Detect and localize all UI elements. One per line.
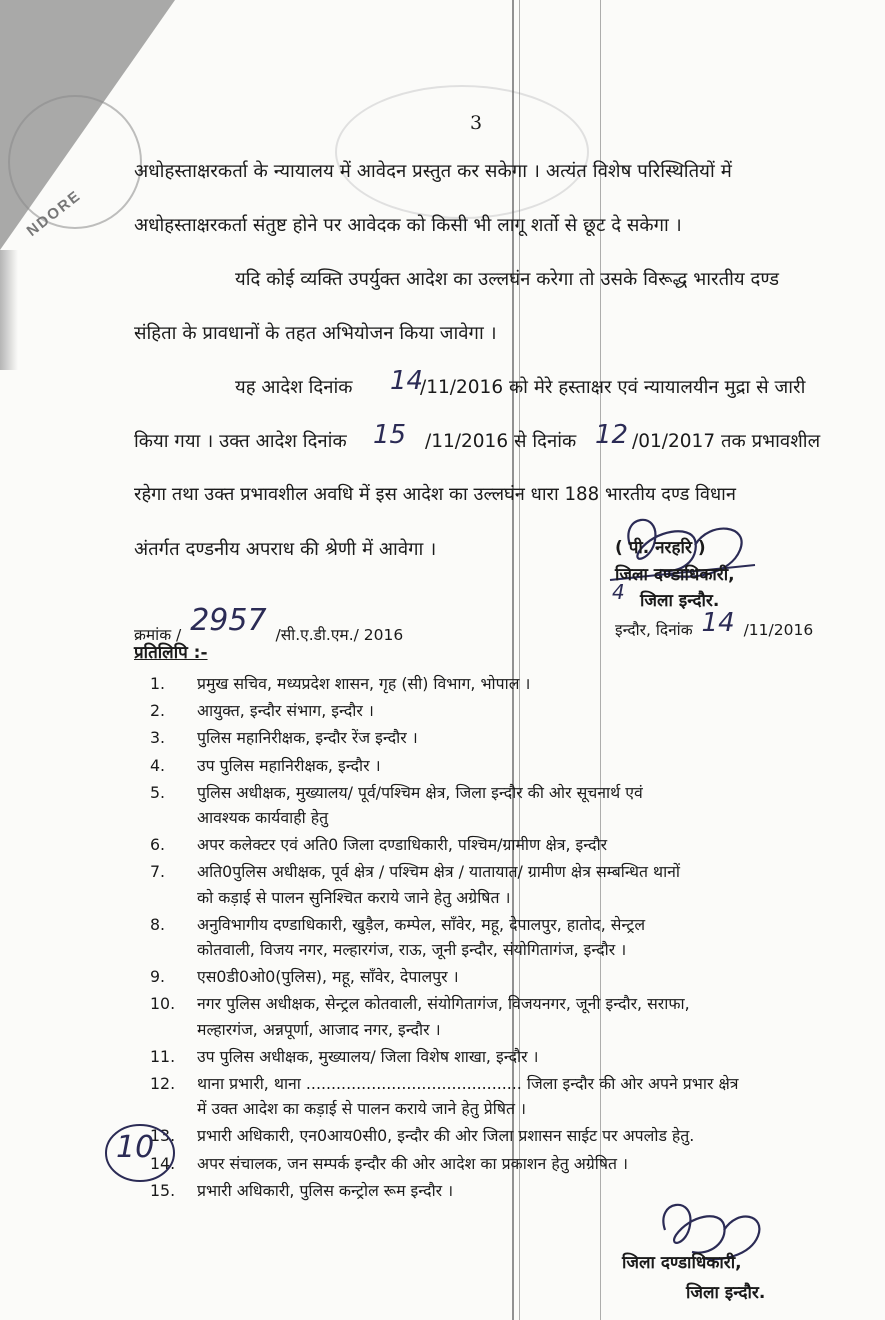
cc-text: आयुक्त, इन्दौर संभाग, इन्दौर । xyxy=(197,701,374,721)
cc-heading: प्रतिलिपि :- xyxy=(134,643,208,663)
cc-text: उप पुलिस महानिरीक्षक, इन्दौर । xyxy=(197,755,381,775)
office-seal xyxy=(8,95,142,229)
cc-number: 6. xyxy=(150,835,166,855)
paragraph-line: /11/2016 को मेरे हस्ताक्षर एवं न्यायालयीन मुद्रा से जारी xyxy=(420,377,806,398)
cc-number: 7. xyxy=(150,862,166,882)
cc-list-item xyxy=(150,698,850,723)
cc-number: 4. xyxy=(150,755,166,775)
cc-text: एस0डी0ओ0(पुलिस), महू, साँवेर, देपालपुर । xyxy=(197,967,459,987)
cc-number: 14. xyxy=(150,1153,176,1173)
office-seal-text: NDORE xyxy=(23,187,85,240)
cc-number: 13. xyxy=(150,1126,176,1146)
cc-text: प्रभारी अधिकारी, एन0आय0सी0, इन्दौर की ओर जिला प्रशासन साईट पर अपलोड हेतु. xyxy=(197,1126,695,1146)
reference-date-suffix: /11/2016 xyxy=(743,621,814,639)
cc-list-item xyxy=(150,1123,850,1148)
cc-number: 9. xyxy=(150,967,166,987)
cc-text: कोतवाली, विजय नगर, मल्हारगंज, राऊ, जूनी इन्दौर, संयोगितागंज, इन्दौर । xyxy=(197,940,627,960)
handwritten-order-number: 2957 xyxy=(190,603,267,638)
cc-list-item xyxy=(150,1071,850,1121)
handwritten-initial: 4 xyxy=(612,580,625,604)
footer-signatory-place: जिला इन्दौर. xyxy=(686,1283,766,1303)
paragraph-line: यदि कोई व्यक्ति उपर्युक्त आदेश का उल्लघंन करेगा तो उसके विरूद्ध भारतीय दण्ड xyxy=(235,269,780,290)
reference-date-prefix: इन्दौर, दिनांक xyxy=(615,621,693,639)
signatory-name: ( पी. नरहरि ) xyxy=(615,538,706,558)
reference-suffix: /सी.ए.डी.एम./ 2016 xyxy=(275,626,404,644)
paragraph-line: /01/2017 तक प्रभावशील xyxy=(632,431,821,452)
paragraph-line: अधोहस्ताक्षरकर्ता संतुष्ट होने पर आवेदक को किसी भी लागू शर्तो से छूट दे सकेगा । xyxy=(134,215,682,236)
page-number: 3 xyxy=(470,112,483,134)
signatory-designation: जिला दण्डाधिकारी, xyxy=(615,565,735,585)
cc-list-item xyxy=(150,991,850,1041)
cc-number: 2. xyxy=(150,701,166,721)
cc-list-item xyxy=(150,964,850,989)
cc-number: 1. xyxy=(150,674,166,693)
cc-text: अति0पुलिस अधीक्षक, पूर्व क्षेत्र / पश्चिम क्षेत्र / यातायात/ ग्रामीण क्षेत्र सम्बन्धित थानों xyxy=(197,862,681,882)
cc-text: प्रभारी अधिकारी, पुलिस कन्ट्रोल रूम इन्दौर । xyxy=(197,1180,454,1200)
cc-number: 11. xyxy=(150,1046,176,1066)
cc-text: थाना प्रभारी, थाना ........................................... जिला इन्दौर की ओर अपने प्रभार क्षेत्र xyxy=(197,1074,739,1094)
scan-edge-fade xyxy=(0,250,18,370)
cc-list-item xyxy=(150,832,850,857)
handwritten-circled-number: 10 xyxy=(116,1130,155,1165)
cc-text: नगर पुलिस अधीक्षक, सेन्ट्रल कोतवाली, संयोगितागंज, विजयनगर, जूनी इन्दौर, सराफा, xyxy=(197,994,690,1014)
cc-list-item xyxy=(150,912,850,962)
handwritten-ref-day: 14 xyxy=(701,608,735,638)
signatory-place: जिला इन्दौर. xyxy=(640,591,720,611)
cc-text: अपर कलेक्टर एवं अति0 जिला दण्डाधिकारी, पश्चिम/ग्रामीण क्षेत्र, इन्दौर xyxy=(197,835,608,855)
cc-number: 15. xyxy=(150,1180,176,1200)
bleed-through-seal xyxy=(335,85,589,219)
handwritten-issue-day: 14 xyxy=(390,366,424,396)
paragraph-line: यह आदेश दिनांक xyxy=(235,377,353,398)
handwritten-start-day: 15 xyxy=(373,420,407,450)
cc-list-item xyxy=(150,1151,850,1176)
cc-list-item xyxy=(150,859,850,909)
cc-text: मल्हारगंज, अन्नपूर्णा, आजाद नगर, इन्दौर । xyxy=(197,1019,441,1039)
cc-text: आवश्यक कार्यवाही हेतु xyxy=(197,808,329,828)
handwritten-end-day: 12 xyxy=(595,420,629,450)
paragraph-line: /11/2016 से दिनांक xyxy=(425,431,577,452)
footer-signatory-designation: जिला दण्डाधिकारी, xyxy=(622,1253,742,1273)
paragraph-line: किया गया । उक्त आदेश दिनांक xyxy=(134,431,347,452)
cc-list-item xyxy=(150,671,850,696)
cc-text: प्रमुख सचिव, मध्यप्रदेश शासन, गृह (सी) विभाग, भोपाल । xyxy=(197,674,531,693)
reference-date xyxy=(615,608,814,642)
cc-text: पुलिस महानिरीक्षक, इन्दौर रेंज इन्दौर । xyxy=(197,728,418,748)
paragraph-line: अधोहस्ताक्षरकर्ता के न्यायालय में आवेदन प्रस्तुत कर सकेगा । अत्यंत विशेष परिस्थितियों में xyxy=(134,161,732,182)
cc-number: 5. xyxy=(150,782,166,802)
reference-prefix: क्रमांक / xyxy=(134,626,182,644)
cc-text: अनुविभागीय दण्डाधिकारी, खुड़ैल, कम्पेल, साँवेर, महू, देपालपुर, हातोद, सेन्ट्रल xyxy=(197,914,646,934)
paragraph-line: संहिता के प्रावधानों के तहत अभियोजन किया जावेगा । xyxy=(134,323,497,344)
paragraph-line: रहेगा तथा उक्त प्रभावशील अवधि में इस आदेश का उल्लघंन धारा 188 भारतीय दण्ड विधान xyxy=(134,484,736,505)
cc-text: उप पुलिस अधीक्षक, मुख्यालय/ जिला विशेष शाखा, इन्दौर । xyxy=(197,1046,539,1066)
cc-list-item xyxy=(150,725,850,750)
cc-number: 12. xyxy=(150,1074,176,1094)
cc-list xyxy=(150,671,850,1205)
cc-number: 10. xyxy=(150,994,176,1014)
cc-list-item xyxy=(150,780,850,830)
cc-text: में उक्त आदेश का कड़ाई से पालन कराये जाने हेतु प्रेषित । xyxy=(197,1099,526,1119)
cc-list-item xyxy=(150,1044,850,1069)
cc-number: 8. xyxy=(150,914,166,934)
cc-number: 3. xyxy=(150,728,166,748)
cc-text: को कड़ाई से पालन सुनिश्चित कराये जाने हेतु अग्रेषित । xyxy=(197,887,511,907)
cc-text: पुलिस अधीक्षक, मुख्यालय/ पूर्व/पश्चिम क्षेत्र, जिला इन्दौर की ओर सूचनार्थ एवं xyxy=(197,782,643,802)
paragraph-line: अंतर्गत दण्डनीय अपराध की श्रेणी में आवेगा । xyxy=(134,539,437,560)
cc-list-item xyxy=(150,753,850,778)
cc-text: अपर संचालक, जन सम्पर्क इन्दौर की ओर आदेश का प्रकाशन हेतु अग्रेषित । xyxy=(197,1153,628,1173)
